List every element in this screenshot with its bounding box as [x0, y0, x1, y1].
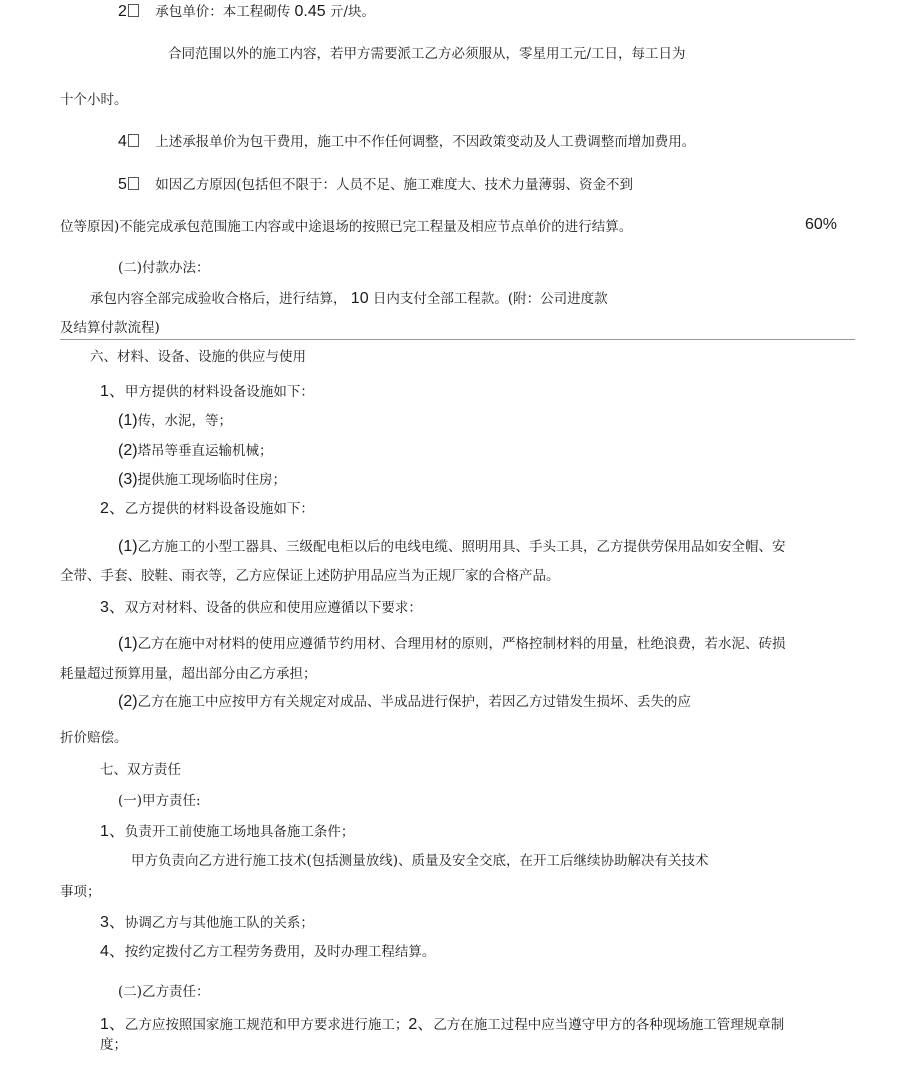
- item-number: 1、: [100, 823, 125, 840]
- unit-price-text: 承包单价：本工程砌传: [155, 4, 291, 20]
- sub-item-number: (2): [118, 442, 138, 459]
- duty-text: 乙方在施工过程中应当遵守甲方的各种现场施工管理规章制: [433, 1017, 785, 1033]
- extra-work-line: 合同范围以外的施工内容，若甲方需要派工乙方必须服从，零星用工元/工日，每工日为: [168, 46, 686, 62]
- party-a-duty-1: [100, 822, 354, 842]
- party-b-duty-1-cont: 度；: [100, 1037, 127, 1053]
- duty-text: 负责开工前使施工场地具备施工条件；: [124, 824, 355, 840]
- item-number: 2: [118, 3, 127, 20]
- item-number: 3、: [100, 914, 125, 931]
- sub-item-number: (2): [118, 693, 138, 710]
- party-a-duty-3: [100, 913, 314, 933]
- extra-work-hours: 十个小时。: [60, 92, 128, 108]
- supply-item-text: 乙方施工的小型工器具、三级配电柜以后的电线电缆、照明用具、手头工具，乙方提供劳保用品如安全帽、安: [137, 539, 786, 555]
- unit-price-unit: 亓/块。: [329, 4, 375, 20]
- exit-clause-line: [118, 175, 633, 195]
- item-number: 2、: [408, 1016, 434, 1033]
- section-six-heading: 六、材料、设备、设施的供应与使用: [90, 349, 306, 365]
- party-a-duty-2-cont: 事项；: [60, 884, 101, 900]
- material-rule-1-cont: 耗量超过预算用量，超出部分由乙方承担；: [60, 666, 317, 682]
- sub-item-number: (1): [118, 412, 138, 429]
- missing-glyph-box: [128, 134, 139, 147]
- party-b-duty-1: [100, 1015, 784, 1035]
- section-divider: [60, 339, 855, 340]
- payment-text-b: 日内支付全部工程款。(附：公司进度款: [372, 291, 608, 307]
- price-fixed-line: [118, 132, 695, 152]
- sub-item-number: (3): [118, 471, 138, 488]
- material-rule-2: [118, 692, 691, 712]
- price-fixed-text: 上述承报单价为包干费用，施工中不作任何调整，不因政策变动及人工费调整而增加费用。: [155, 134, 696, 150]
- payment-line: [90, 289, 608, 309]
- supply-item-text: 提供施工现场临时住房；: [137, 472, 287, 488]
- payment-days: 10: [350, 290, 369, 307]
- duty-text: 按约定拨付乙方工程劳务费用，及时办理工程结算。: [124, 944, 436, 960]
- unit-price-line: [118, 2, 375, 22]
- missing-glyph-box: [128, 177, 139, 190]
- party-a-duty-4: [100, 942, 435, 962]
- supply-item-text: 传，水泥，等；: [137, 413, 233, 429]
- party-a-supply-2: [118, 441, 273, 461]
- item-number: 2、: [100, 500, 125, 517]
- party-a-duty-2: 甲方负责向乙方进行施工技术(包括测量放线)、质量及安全交底，在开工后继续协助解决有关技术: [131, 853, 709, 869]
- material-rule-text: 乙方在施中对材料的使用应遵循节约用材、合理用材的原则，严格控制材料的用量，杜绝浪费，若水泥、砖损: [137, 636, 786, 652]
- party-b-supply-heading: [100, 499, 314, 519]
- payment-method-heading: (二)付款办法：: [118, 260, 210, 276]
- sub-item-number: (1): [118, 538, 138, 555]
- party-b-duty-heading: (二)乙方责任：: [118, 984, 210, 1000]
- material-rule-2-cont: 折价赔偿。: [60, 730, 128, 746]
- payment-line-cont: 及结算付款流程): [60, 320, 160, 336]
- exit-clause-text: 如因乙方原因(包括但不限于：人员不足、施工难度大、技术力量薄弱、资金不到: [155, 177, 633, 193]
- material-rule-text: 乙方在施工中应按甲方有关规定对成品、半成品进行保护，若因乙方过错发生损坏、丢失的应: [137, 694, 692, 710]
- party-b-supply-1-cont: 全带、手套、胶鞋、雨衣等，乙方应保证上述防护用品应当为正规厂家的合格产品。: [60, 568, 560, 584]
- missing-glyph-box: [128, 4, 139, 17]
- party-a-supply-3: [118, 470, 286, 490]
- material-rules-heading: [100, 598, 422, 618]
- material-rule-1: [118, 634, 786, 654]
- item-number: 4: [118, 133, 127, 150]
- item-number: 3、: [100, 599, 125, 616]
- party-a-supply-text: 甲方提供的材料设备设施如下：: [124, 384, 314, 400]
- party-a-supply-heading: [100, 382, 314, 402]
- supply-item-text: 塔吊等垂直运输机械；: [137, 443, 273, 459]
- item-number: 4、: [100, 943, 125, 960]
- party-b-supply-1: [118, 537, 786, 557]
- payment-text-a: 承包内容全部完成验收合格后，进行结算，: [90, 291, 347, 307]
- item-number: 1、: [100, 383, 125, 400]
- settlement-percent: 60%: [805, 216, 838, 233]
- unit-price-value: 0.45: [294, 3, 326, 20]
- section-seven-heading: 七、双方责任: [100, 762, 181, 778]
- sub-item-number: (1): [118, 635, 138, 652]
- material-rules-text: 双方对材料、设备的供应和使用应遵循以下要求：: [124, 600, 422, 616]
- party-a-duty-heading: (一)甲方责任:: [118, 793, 201, 809]
- item-number: 5: [118, 176, 127, 193]
- party-b-supply-text: 乙方提供的材料设备设施如下：: [124, 501, 314, 517]
- duty-text: 协调乙方与其他施工队的关系；: [124, 915, 314, 931]
- exit-clause-cont: 位等原因)不能完成承包范围施工内容或中途退场的按照已完工程量及相应节点单价的进行结算。: [60, 219, 633, 235]
- party-a-supply-1: [118, 411, 232, 431]
- duty-text: 乙方应按照国家施工规范和甲方要求进行施工；: [124, 1017, 409, 1033]
- item-number: 1、: [100, 1016, 125, 1033]
